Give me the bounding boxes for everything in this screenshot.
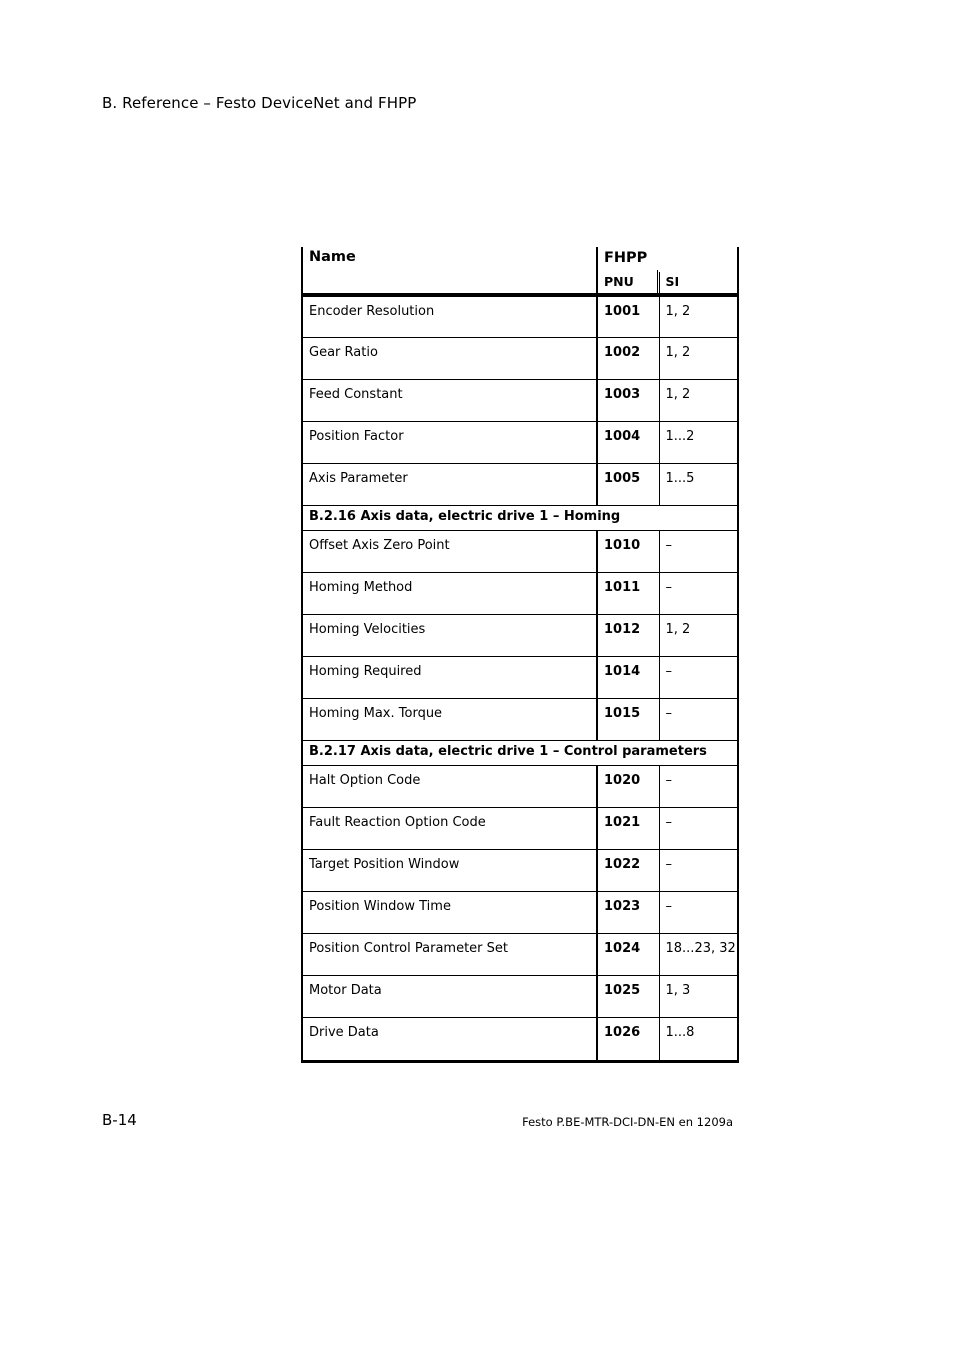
table-row [302,891,738,933]
document-id: Festo P.BE-MTR-DCI-DN-EN en 1209a [522,1115,733,1129]
parameter-pnu: 1002 [597,337,659,379]
parameter-name: Homing Required [302,656,597,698]
parameter-pnu: 1010 [597,530,659,572]
parameter-name: Homing Method [302,572,597,614]
table-row [302,1017,738,1061]
table-row [302,975,738,1017]
parameter-pnu: 1012 [597,614,659,656]
table-row [302,614,738,656]
table-row [302,379,738,421]
section-heading: B.2.16 Axis data, electric drive 1 – Homing [302,505,738,530]
parameter-si: 1, 2 [659,379,738,421]
table-row [302,698,738,740]
parameter-name: Fault Reaction Option Code [302,807,597,849]
table-row [302,849,738,891]
parameter-name: Position Window Time [302,891,597,933]
parameter-name: Offset Axis Zero Point [302,530,597,572]
page-number: B-14 [102,1111,137,1129]
table-row [302,807,738,849]
parameter-si: 1, 2 [659,614,738,656]
parameter-name: Homing Max. Torque [302,698,597,740]
header-column-divider [657,270,658,294]
parameter-pnu: 1023 [597,891,659,933]
parameter-pnu: 1005 [597,463,659,505]
section-row [302,505,738,530]
parameter-name: Halt Option Code [302,765,597,807]
parameter-si: – [659,849,738,891]
column-header-name: Name [302,247,597,295]
table-row [302,295,738,337]
parameter-si: – [659,698,738,740]
parameter-si: – [659,765,738,807]
table-row [302,421,738,463]
table-row [302,656,738,698]
parameter-name: Drive Data [302,1017,597,1061]
table-row [302,337,738,379]
table-body [302,295,738,1061]
parameter-name: Axis Parameter [302,463,597,505]
parameter-name: Gear Ratio [302,337,597,379]
column-header-si: SI [659,272,738,295]
table-row [302,530,738,572]
parameter-si: 1...2 [659,421,738,463]
parameter-si: – [659,572,738,614]
section-heading: B.2.17 Axis data, electric drive 1 – Control parameters [302,740,738,765]
parameter-si: – [659,891,738,933]
parameter-pnu: 1024 [597,933,659,975]
parameter-pnu: 1021 [597,807,659,849]
parameter-pnu: 1020 [597,765,659,807]
parameter-pnu: 1025 [597,975,659,1017]
parameter-pnu: 1011 [597,572,659,614]
running-header: B. Reference – Festo DeviceNet and FHPP [102,94,417,112]
table-row [302,463,738,505]
table-row [302,933,738,975]
parameter-name: Encoder Resolution [302,295,597,337]
parameter-name: Position Factor [302,421,597,463]
parameter-si: 1, 3 [659,975,738,1017]
section-row [302,740,738,765]
parameter-pnu: 1014 [597,656,659,698]
parameter-name: Position Control Parameter Set [302,933,597,975]
parameter-name: Motor Data [302,975,597,1017]
parameter-si: – [659,656,738,698]
parameter-si: – [659,807,738,849]
parameter-name: Feed Constant [302,379,597,421]
parameter-table [301,247,739,1063]
parameter-si: 1...5 [659,463,738,505]
parameter-pnu: 1001 [597,295,659,337]
parameter-si: – [659,530,738,572]
parameter-pnu: 1015 [597,698,659,740]
parameter-pnu: 1026 [597,1017,659,1061]
parameter-si: 1...8 [659,1017,738,1061]
parameter-pnu: 1004 [597,421,659,463]
parameter-pnu: 1003 [597,379,659,421]
table-row [302,572,738,614]
column-header-fhpp: FHPP [597,247,738,272]
parameter-name: Target Position Window [302,849,597,891]
parameter-si: 1, 2 [659,337,738,379]
table-row [302,765,738,807]
parameter-si: 1, 2 [659,295,738,337]
column-header-pnu: PNU [597,272,659,295]
parameter-si: 18...23, 32 [659,933,738,975]
parameter-name: Homing Velocities [302,614,597,656]
parameter-pnu: 1022 [597,849,659,891]
